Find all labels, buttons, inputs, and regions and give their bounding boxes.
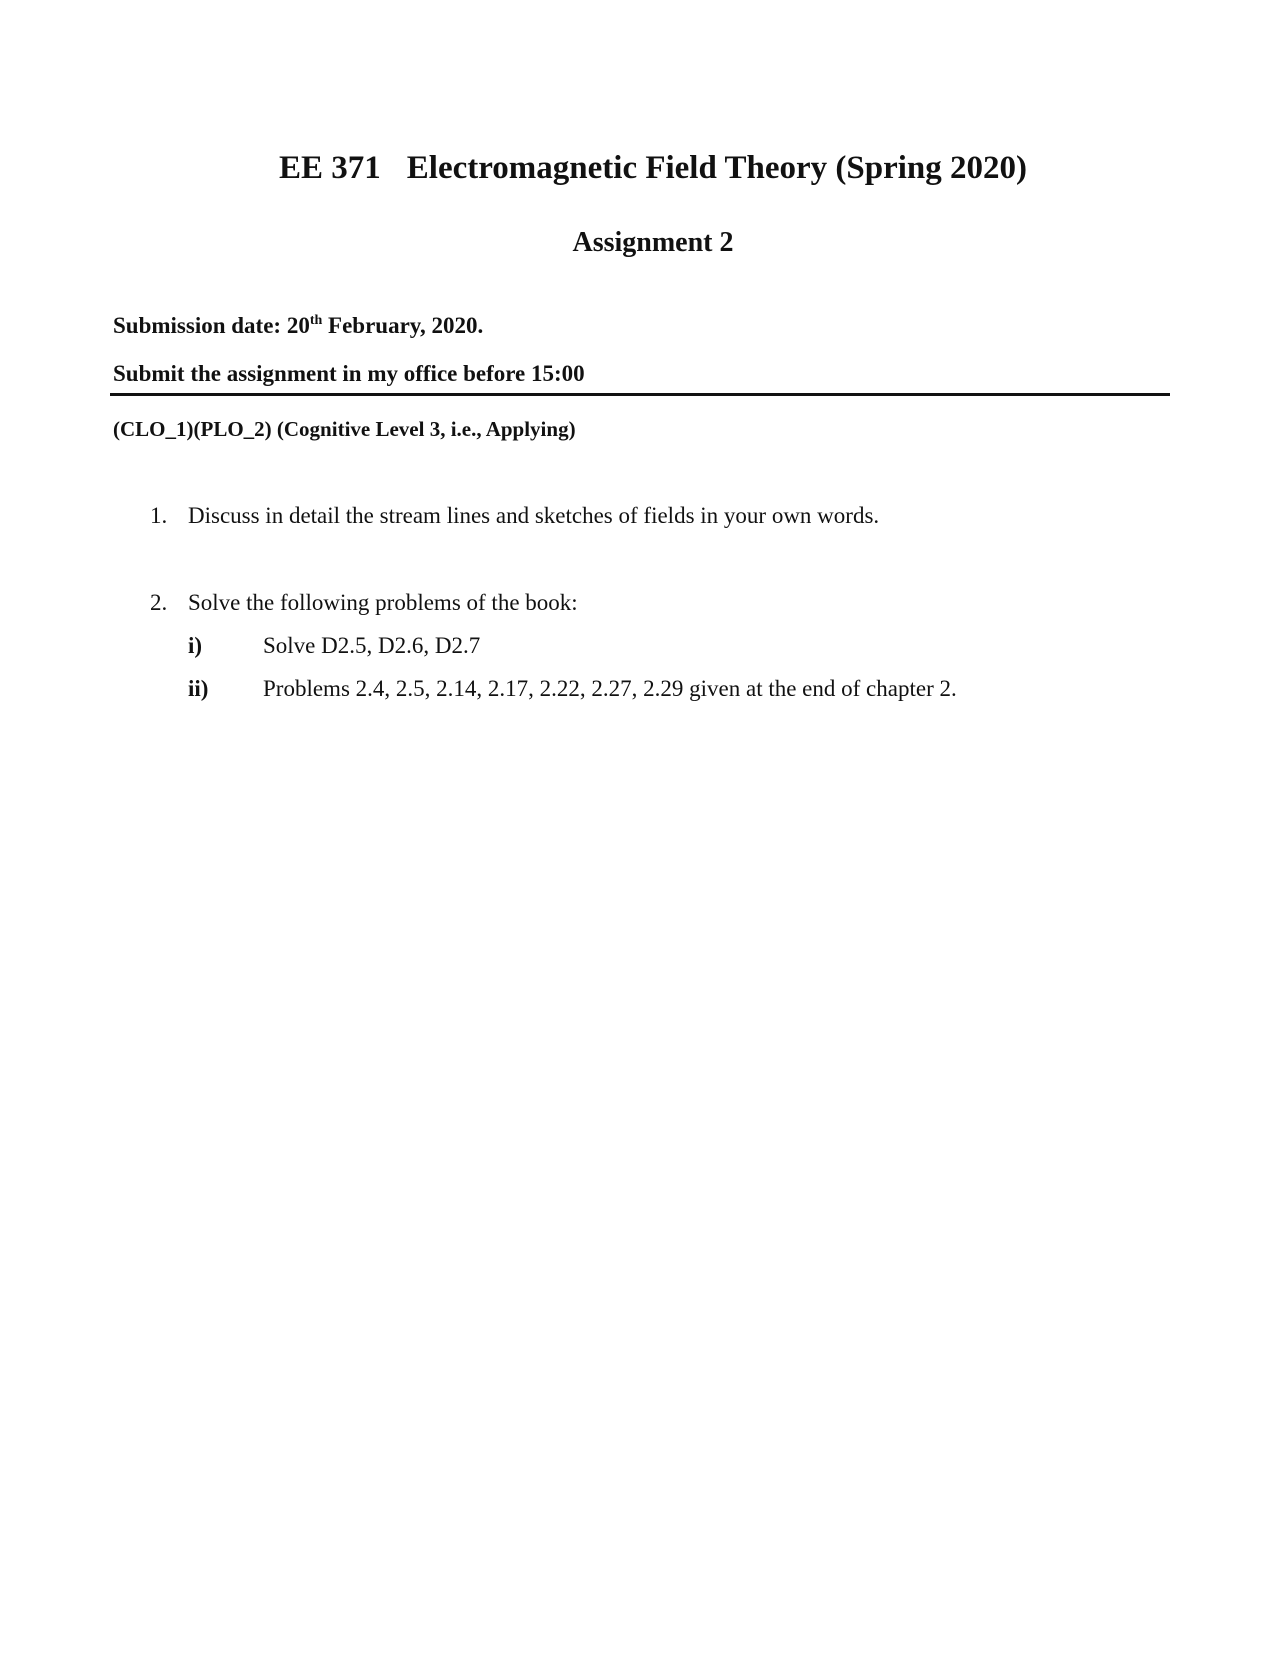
course-code: EE 371	[279, 150, 381, 186]
question-1	[150, 502, 1050, 530]
part-text: Problems 2.4, 2.5, 2.14, 2.17, 2.22, 2.27, 2.29 given at the end of chapter 2.	[263, 676, 957, 701]
horizontal-rule	[110, 393, 1170, 396]
question-text: Discuss in detail the stream lines and sketches of fields in your own words.	[188, 503, 880, 528]
question-2-part-i	[188, 632, 1088, 660]
course-title	[0, 148, 1280, 188]
submission-date-label: Submission date: 20	[113, 313, 310, 338]
question-text: Solve the following problems of the book:	[188, 590, 578, 615]
submit-note: Submit the assignment in my office before 15:00	[113, 361, 585, 386]
learning-outcomes: (CLO_1)(PLO_2) (Cognitive Level 3, i.e., Applying)	[113, 417, 576, 441]
question-2	[150, 589, 1050, 617]
submission-date-rest: February, 2020.	[322, 313, 484, 338]
submission-date-suffix: th	[309, 313, 323, 328]
part-label: ii)	[188, 676, 209, 701]
question-number: 1.	[150, 503, 168, 528]
question-2-part-ii	[188, 675, 1088, 703]
part-text: Solve D2.5, D2.6, D2.7	[263, 633, 481, 658]
assignment-title: Assignment 2	[572, 227, 734, 258]
submission-date	[113, 312, 483, 340]
part-label: i)	[188, 633, 203, 658]
question-number: 2.	[150, 590, 168, 615]
course-name: Electromagnetic Field Theory (Spring 2020)	[406, 150, 1027, 186]
